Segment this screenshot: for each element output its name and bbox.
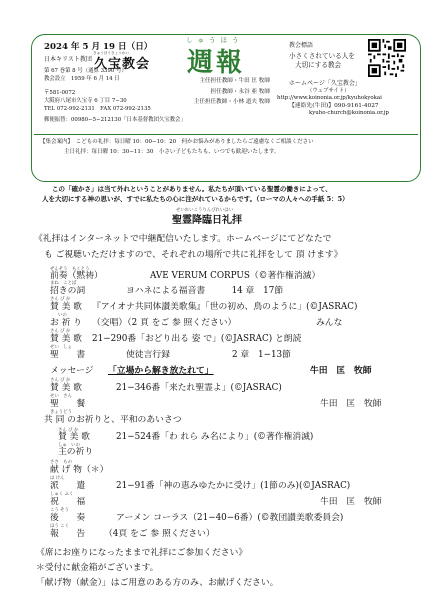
item-ruby: さん び か bbox=[50, 378, 71, 383]
item-ruby: せい さん bbox=[50, 394, 72, 399]
motto-line: 大切にする教会 bbox=[295, 61, 342, 69]
email-address[interactable]: kyuho-church@koinonia.or.jp bbox=[309, 110, 389, 116]
homepage-sub: （ウェブサイト） bbox=[307, 87, 350, 94]
church-motto bbox=[289, 52, 355, 70]
item-ruby: ささ もの bbox=[50, 460, 72, 465]
order-label-communion: 聖 餐 bbox=[50, 399, 86, 409]
bulletin-title: 週報 bbox=[187, 48, 246, 78]
issue-number: 第 67 巻第 8 号（通算 3390 号） bbox=[44, 68, 127, 74]
item-ruby: さん び か bbox=[50, 329, 71, 334]
offering-note: 「献げ物（献金）」はご用意のある方のみ、お献げください。 bbox=[36, 578, 279, 588]
order-right-message: 牛田 匡 牧師 bbox=[310, 366, 372, 376]
order-label-hymn4: 賛 美 歌 bbox=[58, 432, 90, 442]
order-label-call: 招きの詞 bbox=[50, 286, 86, 296]
order-label-offering: 献 げ 物（＊） bbox=[50, 465, 109, 475]
service-intro: も ご視聴いただけますので、それぞれの場所で共に礼拝をして 頂 けます》 bbox=[44, 250, 343, 260]
header-divider bbox=[34, 134, 418, 135]
order-right-communion: 牛田 匡 牧師 bbox=[320, 399, 382, 409]
order-text-scripture: 使徒言行録 bbox=[126, 350, 170, 360]
order-label-hymn1: 賛 美 歌 bbox=[50, 302, 82, 312]
offering-box-note: ＊受付に献金箱がございます。 bbox=[36, 563, 159, 573]
pastor-line: 担任教師・永谷 亜 牧師 bbox=[210, 88, 270, 95]
order-text-hymn2: 21−290番「おどり出る 姿 で」(©JASRAC) と朗読 bbox=[92, 334, 302, 344]
pastor-line: 主任担任教師・小林 道夫 牧師 bbox=[193, 99, 270, 105]
seated-note: 《席にお座りになったままで礼拝にご参加ください》 bbox=[36, 548, 248, 558]
item-ruby: は けん bbox=[50, 476, 65, 481]
title-ruby: しゅうほう bbox=[186, 36, 244, 44]
order-label-scripture: 聖 書 bbox=[50, 350, 86, 360]
order-label-message: メッセージ bbox=[50, 366, 94, 376]
order-label-sending: 派 遣 bbox=[50, 481, 86, 491]
qr-code-icon bbox=[368, 39, 406, 77]
order-label-announcements: 報 告 bbox=[50, 529, 86, 539]
motto-label: 教会標語 bbox=[289, 42, 314, 49]
postal-transfer: 郵便振替：00980−5−212130「日本基督教団久宝教会」 bbox=[44, 117, 186, 123]
motto-line: 小さくされている人を bbox=[289, 52, 355, 60]
postal-code: 〒581-0072 bbox=[44, 90, 76, 96]
order-text-hymn1: 『アイオナ共同体讃美歌集』「世の初め、鳥のように」(©JASRAC) bbox=[92, 302, 358, 312]
item-ruby: さん び か bbox=[58, 428, 79, 433]
order-label-hymn3: 賛 美 歌 bbox=[50, 383, 82, 393]
order-label-prayer: お 祈 り bbox=[50, 318, 82, 328]
order-text-hymn3: 21−346番「来たれ聖霊よ」(©JASRAC) bbox=[116, 383, 282, 393]
homepage-url[interactable]: http://www.koinonia.or.jp/kyuhokyokai bbox=[277, 95, 382, 101]
item-ruby: ぜんそう もくとう bbox=[50, 267, 90, 272]
item-ruby: まね ことば bbox=[50, 281, 77, 286]
homepage-label: ホームページ「久宝教会」 bbox=[289, 80, 361, 87]
phone-fax: TEL 072-992-2131 FAX 072-992-2135 bbox=[44, 106, 151, 112]
item-ruby: こう そう bbox=[50, 508, 69, 513]
item-ruby: いの bbox=[58, 313, 67, 318]
church-name-ruby: きゅうほうきょうかい bbox=[93, 51, 129, 55]
bible-verse bbox=[42, 185, 349, 204]
phone-contact: 【連絡先(牛田)】090-9161-4027 bbox=[289, 102, 379, 109]
order-text-prayer: （交唱）（2 頁 をご 参 照ください） bbox=[92, 318, 237, 328]
order-text-prelude: AVE VERUM CORPUS（©著作権消滅） bbox=[150, 271, 321, 281]
verse-line: この「確かさ」は当て外れということがありません。私たちが頂いている聖霊の働きによって、 bbox=[52, 185, 332, 193]
church-address: 大阪府八尾市久宝寺 6 丁目 7−30 bbox=[44, 98, 127, 104]
item-ruby: しゅく ふく bbox=[50, 492, 74, 497]
service-intro: 《礼拝はインターネットで中継配信いたします。ホームページにてどなたで bbox=[34, 234, 332, 244]
denomination: 日本キリスト教団 bbox=[44, 56, 92, 63]
contact-block bbox=[277, 80, 389, 118]
founding-date: 教会設立 1959 年 6 月 14 日 bbox=[44, 76, 120, 82]
item-ruby: きょうどう bbox=[50, 410, 72, 415]
order-text-sending: 21−91番「神の恵みゆたかに受け」(1節のみ)(©JASRAC) bbox=[116, 481, 351, 491]
pastor-line: 主任担任教師・牛田 匡 牧師 bbox=[199, 78, 270, 84]
item-ruby: しゅ いの bbox=[58, 443, 80, 448]
gathering-info: 【集会案内】 こどもの礼拝：毎日曜 10：00−10：20 何かお悩みがありましたらご遠慮なくご相談ください bbox=[40, 139, 314, 145]
order-label-lords-prayer: 主の祈り bbox=[58, 447, 94, 457]
order-label-blessing: 祝 福 bbox=[50, 497, 86, 507]
service-title-ruby: せいれいこうりんびれいはい bbox=[176, 208, 234, 213]
order-text-announcements: （4頁 をご 参 照ください） bbox=[104, 529, 215, 539]
order-label-postlude: 後 奏 bbox=[50, 513, 86, 523]
order-label-hymn2: 賛 美 歌 bbox=[50, 334, 82, 344]
sermon-title: 「立場から解き放たれて」 bbox=[108, 366, 214, 376]
order-right-scripture: 2 章 1−13節 bbox=[232, 350, 291, 360]
order-label-common-prayer: 共 同 のお祈りと、平和のあいさつ bbox=[44, 415, 182, 425]
worship-info: 主日礼拝：毎日曜 10：30−11：30 小さい子どもたちも、いつでも歓迎いたします。 bbox=[64, 149, 280, 155]
church-name: 久宝教会 bbox=[94, 57, 151, 72]
order-text-call: ヨハネによる福音書 14 章 17節 bbox=[126, 286, 284, 296]
item-ruby: ほう こく bbox=[50, 524, 69, 529]
order-text-hymn4: 21−524番「わ れら み名により」(©著作権消滅) bbox=[116, 432, 314, 442]
order-right-blessing: 牛田 匡 牧師 bbox=[320, 497, 382, 507]
order-text-postlude: アーメン コーラス（21−40−6番）(©教団讃美歌委員会) bbox=[116, 513, 344, 523]
bulletin-date: 2024 年 5 月 19 日（日） bbox=[44, 42, 153, 52]
pastor-list bbox=[160, 76, 270, 108]
item-ruby: さん び か bbox=[50, 297, 71, 302]
order-label-prelude: 前奏（黙祷） bbox=[50, 271, 103, 281]
order-right-prayer: みんな bbox=[316, 318, 343, 328]
item-ruby: せい しょ bbox=[50, 345, 72, 350]
verse-line: 人を大切にする神の思いが、すでに私たちの心に注がれているからです。（ローマの人々への手紙 5：5） bbox=[42, 194, 349, 203]
service-title: 聖霊降臨日礼拝 bbox=[172, 215, 242, 226]
